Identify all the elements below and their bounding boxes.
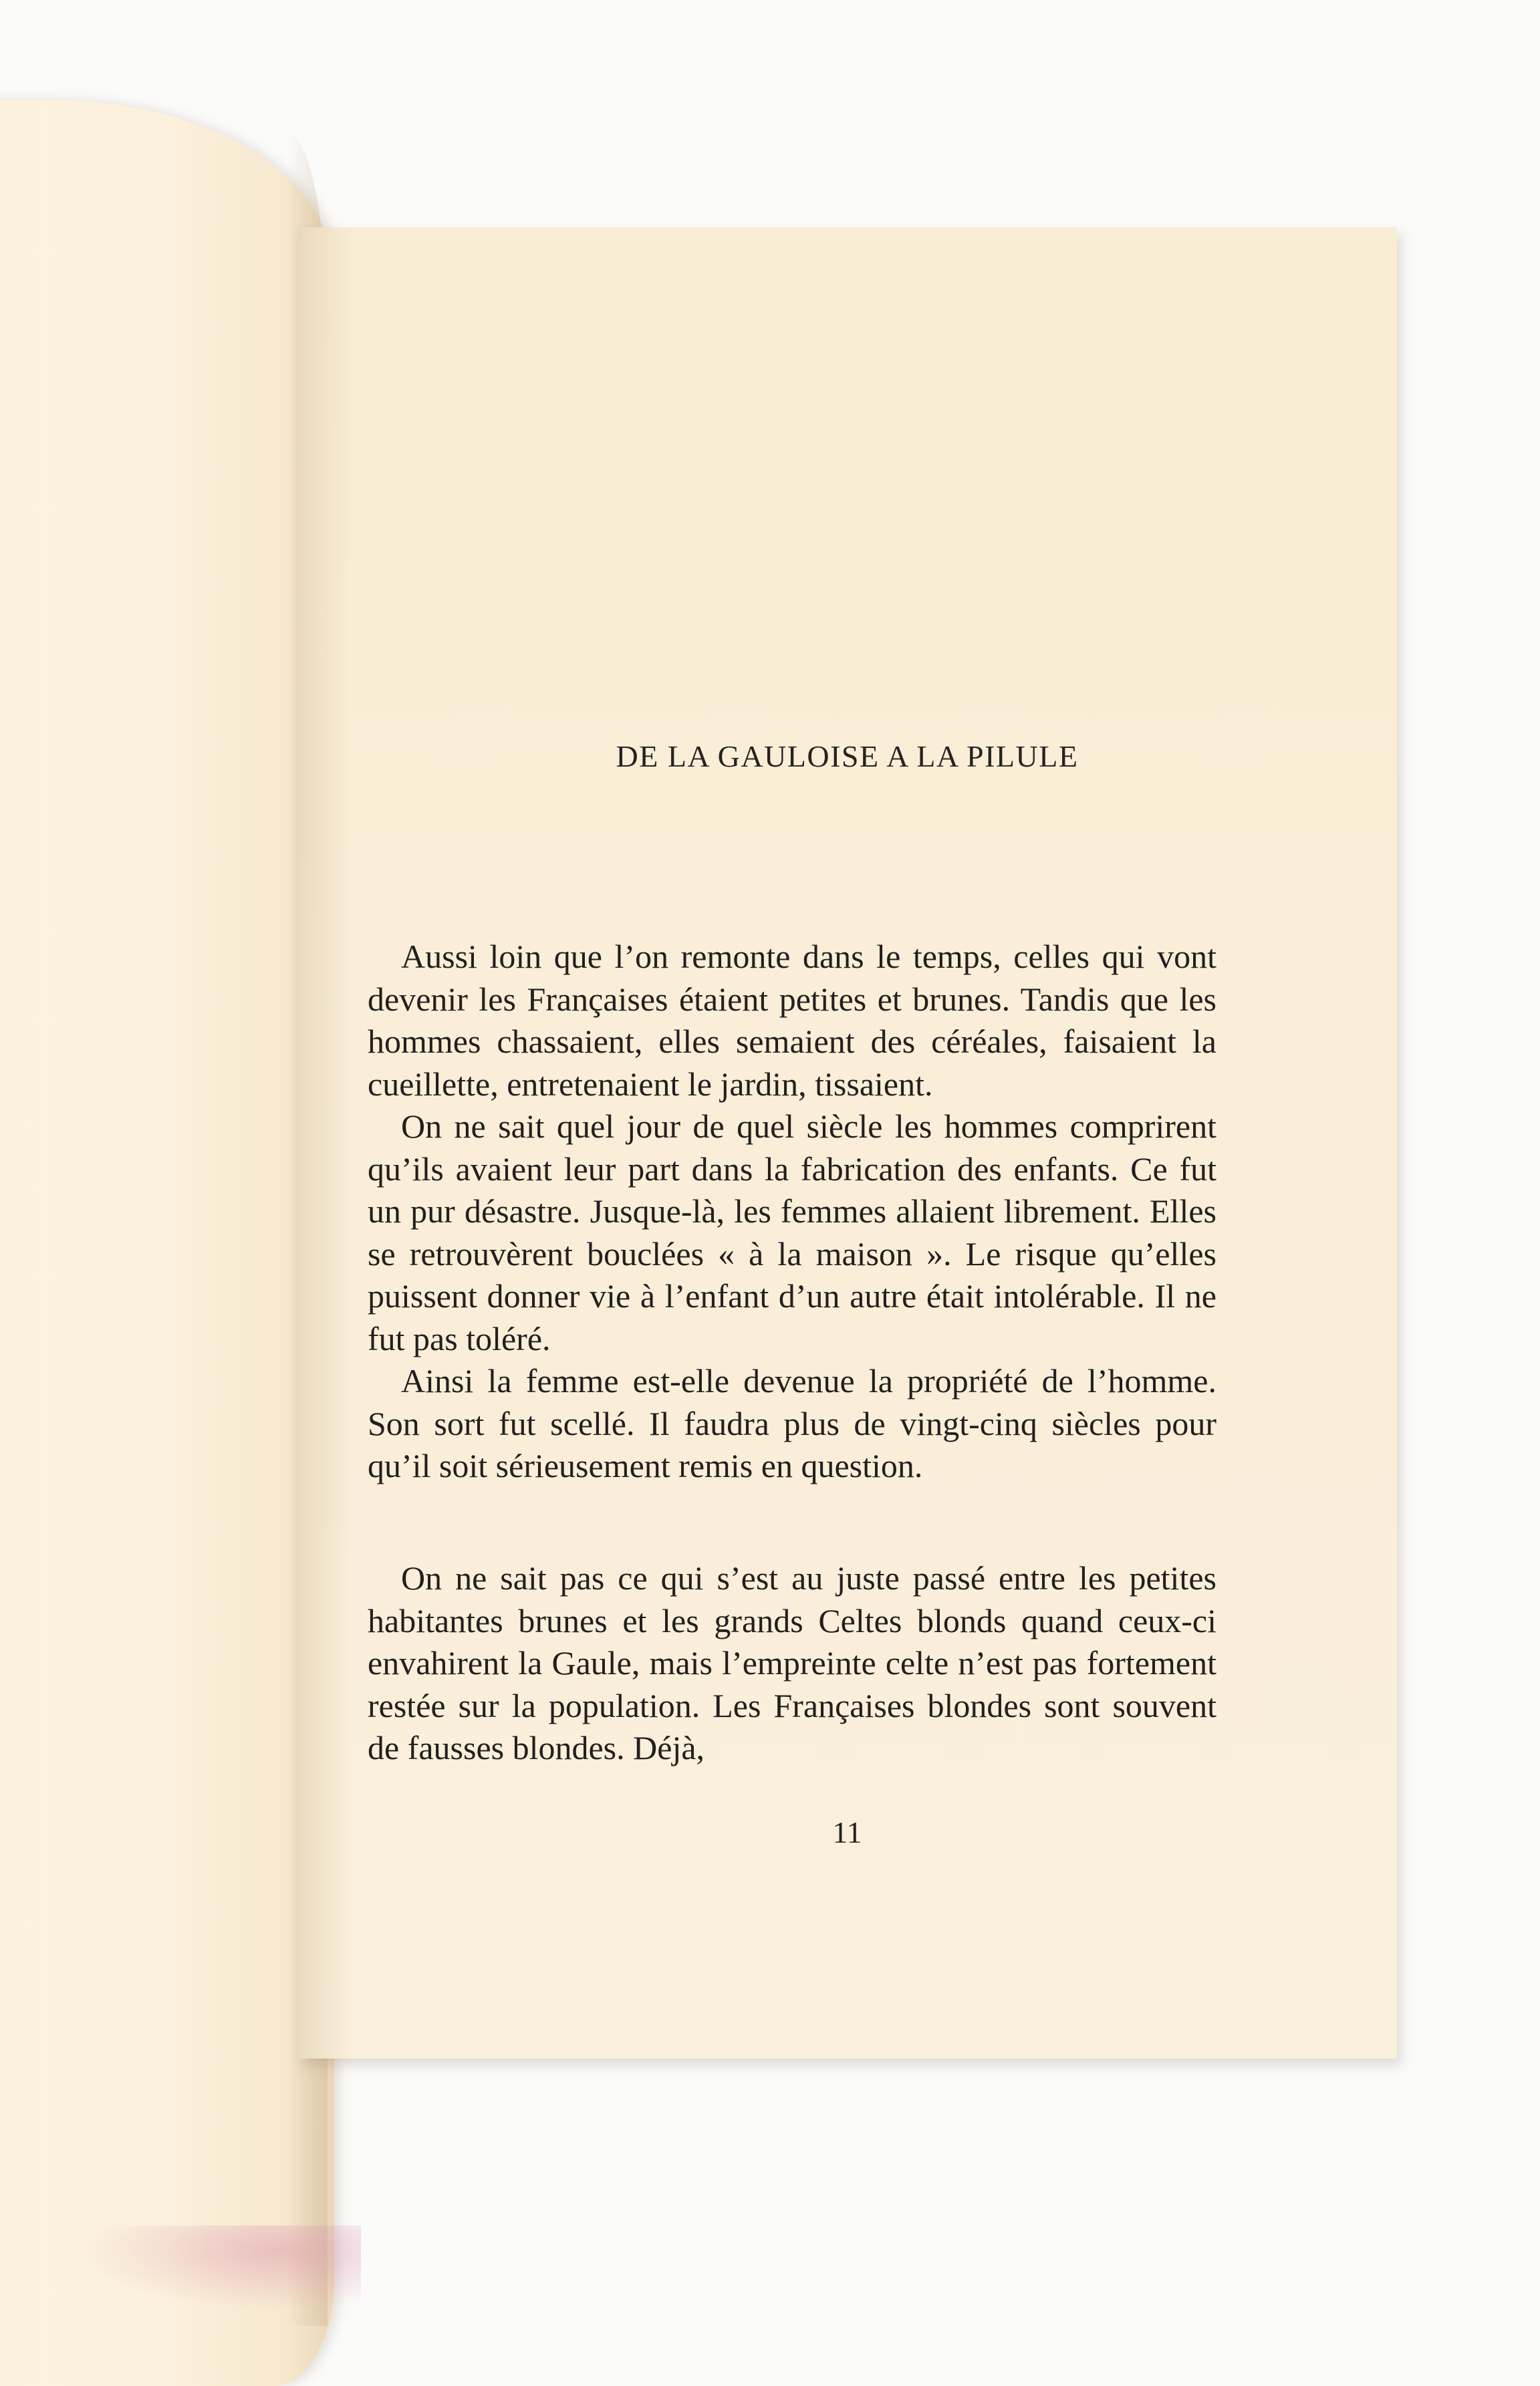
page-shadow: [80, 2226, 361, 2310]
paragraph-3: Ainsi la femme est-elle devenue la propriété de l’homme. Son sort fut scellé. Il faudra plus de vingt-cinq siècles pour qu’il soit sérieusement remis en question.: [368, 1362, 1216, 1484]
paragraph-2: On ne sait quel jour de quel siècle les hommes comprirent qu’ils avaient leur part dans la fabrication des enfants. Ce fut un pur désastre. Jusque-là, les femmes allaient librement. Elles se retrouvèrent bouclées « à la maison ». Le risque qu’elles puissent donner vie à l’enfant d’un autre était intolérable. Il ne fut pas toléré.: [368, 1107, 1216, 1357]
page-number: 11: [832, 1815, 862, 1849]
page-title: DE LA GAULOISE A LA PILULE: [616, 739, 1079, 773]
left-page: [0, 100, 334, 2386]
section-one: [368, 936, 1216, 1488]
paragraph-4: On ne sait pas ce qui s’est au juste passé entre les petites habitantes brunes et les grands Celtes blonds quand ceux-ci envahirent la Gaule, mais l’empreinte celte n’est pas fortement restée sur la population. Les Françaises blondes sont souvent de fausses blondes. Déjà,: [368, 1559, 1216, 1766]
paragraph-1: Aussi loin que l’on remonte dans le temps, celles qui vont devenir les Françaises étaient petites et brunes. Tandis que les hommes chassaient, elles semaient des céréales, faisaient la cueillette, entretenaient le jardin, tissaient.: [368, 938, 1216, 1103]
section-two: [368, 1557, 1216, 1770]
right-page: [297, 227, 1397, 2059]
